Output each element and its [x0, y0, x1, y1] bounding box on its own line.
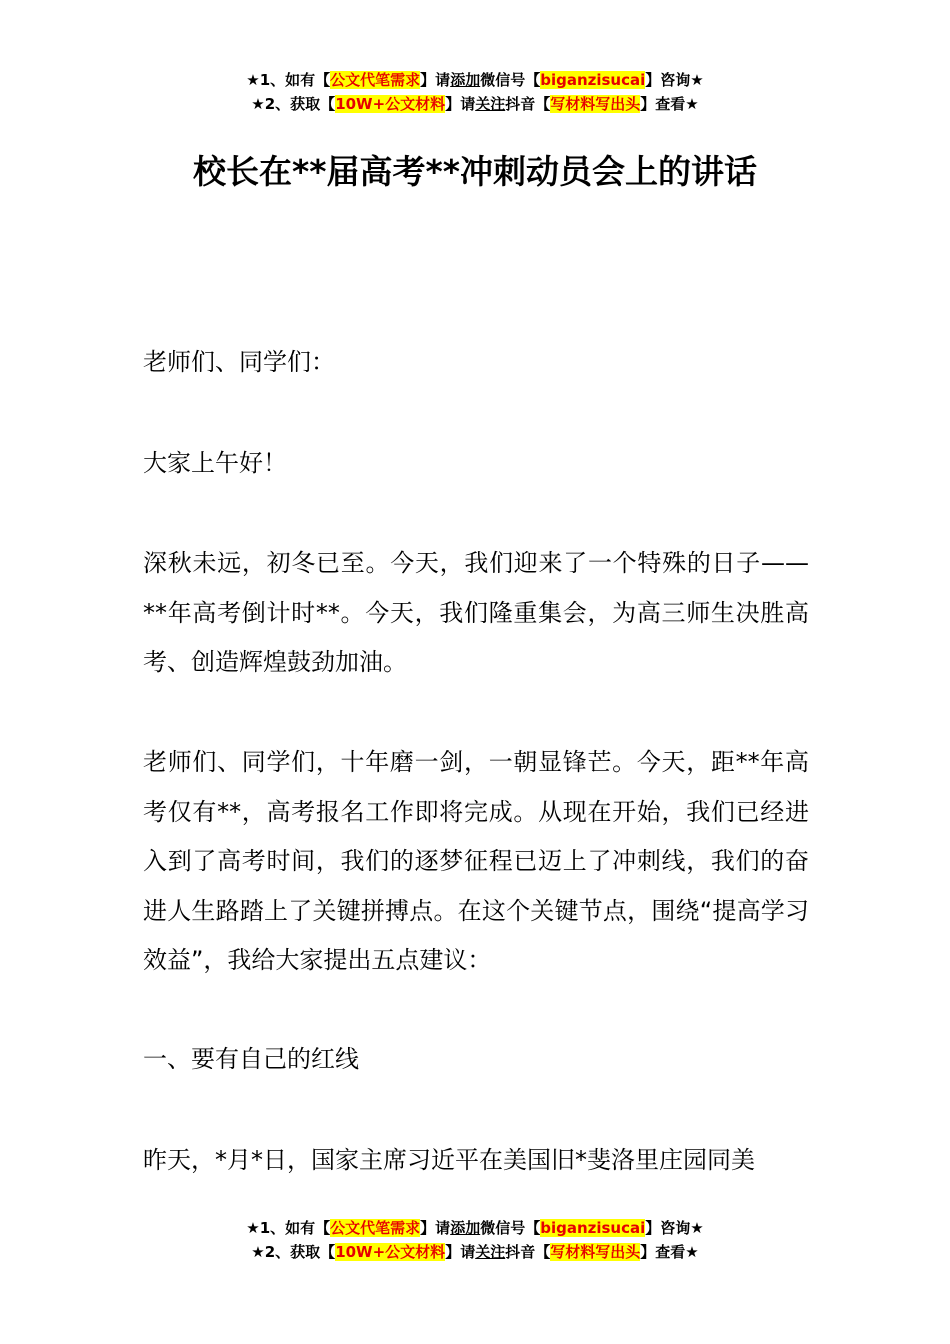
banner-text: ★1、如有【 — [246, 71, 331, 89]
salutation: 老师们、同学们： — [143, 348, 335, 376]
footer-banner — [0, 1216, 950, 1264]
banner-text: 】请 — [420, 1219, 451, 1237]
banner-text: 微信号【 — [480, 71, 541, 89]
body-paragraph: 深秋未远，初冬已至。今天，我们迎来了一个特殊的日子——**年高考倒计时**。今天，我们隆重集会，为高三师生决胜高考、创造辉煌鼓劲加油。 — [143, 549, 809, 676]
banner-text: 微信号【 — [480, 1219, 541, 1237]
banner-text: ★1、如有【 — [246, 1219, 331, 1237]
banner-line-1 — [0, 1216, 950, 1240]
banner-underlined: 添加 — [450, 71, 481, 89]
banner-text: ★2、获取【 — [251, 1243, 336, 1261]
banner-text: 】请 — [420, 71, 451, 89]
banner-highlight: 10W+公文材料 — [335, 1243, 446, 1261]
banner-highlight: 公文代笔需求 — [330, 1219, 421, 1237]
banner-highlight: biganzisucai — [540, 71, 646, 89]
banner-underlined: 关注 — [475, 95, 506, 113]
banner-text: 】查看★ — [640, 1243, 699, 1261]
body-paragraph: 昨天，*月*日，国家主席习近平在美国旧*斐洛里庄园同美 — [143, 1146, 755, 1174]
banner-text: 】请 — [445, 1243, 476, 1261]
banner-highlight: 公文代笔需求 — [330, 71, 421, 89]
document-title: 校长在**届高考**冲刺动员会上的讲话 — [192, 152, 758, 191]
banner-underlined: 添加 — [450, 1219, 481, 1237]
greeting: 大家上午好！ — [143, 449, 287, 477]
banner-highlight: 10W+公文材料 — [335, 95, 446, 113]
banner-highlight: 写材料写出头 — [550, 95, 641, 113]
header-banner — [0, 68, 950, 116]
banner-line-1 — [0, 68, 950, 92]
banner-text: 抖音【 — [505, 95, 551, 113]
section-heading: 一、要有自己的红线 — [143, 1045, 359, 1073]
banner-highlight: 写材料写出头 — [550, 1243, 641, 1261]
body-paragraph: 老师们、同学们，十年磨一剑，一朝显锋芒。今天，距**年高考仅有**，高考报名工作即将完成。从现在开始，我们已经进入到了高考时间，我们的逐梦征程已迈上了冲刺线，我们的奋进人生路踏上了关键拼搏点。在这个关键节点，围绕“提高学习效益”，我给大家提出五点建议： — [143, 748, 809, 974]
banner-line-2 — [0, 92, 950, 116]
banner-line-2 — [0, 1240, 950, 1264]
banner-text: 】查看★ — [640, 95, 699, 113]
banner-text: ★2、获取【 — [251, 95, 336, 113]
banner-text: 】咨询★ — [645, 1219, 704, 1237]
banner-underlined: 关注 — [475, 1243, 506, 1261]
banner-text: 】咨询★ — [645, 71, 704, 89]
banner-text: 抖音【 — [505, 1243, 551, 1261]
banner-text: 】请 — [445, 95, 476, 113]
banner-highlight: biganzisucai — [540, 1219, 646, 1237]
